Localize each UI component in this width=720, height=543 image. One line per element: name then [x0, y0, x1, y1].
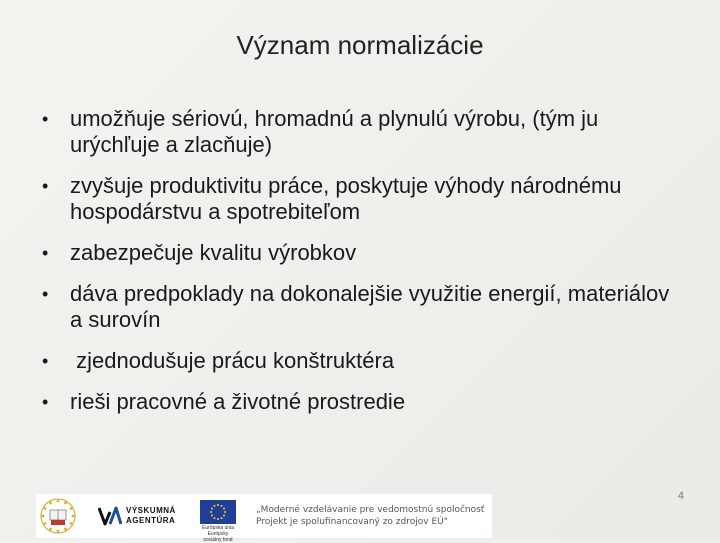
eu-caption-line: Európska únia: [202, 525, 234, 531]
agency-mark-icon: [98, 504, 122, 528]
list-item: [40, 106, 680, 158]
esf-note-line: Projekt je spolufinancovaný zo zdrojov EÚ": [256, 517, 448, 527]
research-agency-logo: [98, 502, 188, 530]
slide-title: Význam normalizácie: [236, 30, 484, 60]
agency-name-line: VÝSKUMNÁ: [126, 506, 176, 515]
page-number: 4: [677, 490, 684, 502]
bullet-icon: •: [42, 392, 49, 412]
bullet-text: zvyšuje produktivitu práce, poskytuje výhody národnému hospodárstvu a spotrebiteľom: [70, 173, 622, 224]
bullet-list: [40, 106, 680, 430]
list-item: [40, 389, 680, 415]
bullet-icon: •: [42, 243, 49, 263]
footer-logos: [36, 494, 492, 543]
esf-note-line: „Moderné vzdelávanie pre vedomostnú spoločnosť: [256, 505, 485, 515]
agency-name-line: AGENTÚRA: [126, 516, 176, 525]
bullet-text: zabezpečuje kvalitu výrobkov: [70, 240, 357, 265]
list-item: [40, 348, 680, 374]
esf-project-note: [256, 504, 486, 528]
eu-flag-icon: [200, 500, 236, 524]
bullet-text: zjednodušuje prácu konštruktéra: [70, 348, 395, 373]
bullet-icon: •: [42, 351, 49, 371]
bullet-icon: •: [42, 109, 49, 129]
list-item: [40, 240, 680, 266]
bullet-icon: •: [42, 176, 49, 196]
bullet-text: dáva predpoklady na dokonalejšie využitie energií, materiálov a surovín: [70, 281, 670, 332]
list-item: [40, 173, 680, 225]
agency-name: [126, 506, 176, 526]
eu-flag-logo: [200, 500, 236, 543]
bullet-text: umožňuje sériovú, hromadnú a plynulú výrobu, (tým ju urýchľuje a zlacňuje): [70, 106, 599, 157]
list-item: [40, 281, 680, 333]
university-seal-icon: [40, 498, 76, 534]
bullet-icon: •: [42, 284, 49, 304]
eu-caption-line: Európsky sociálny fond: [203, 531, 233, 543]
eu-caption: [200, 525, 236, 543]
bullet-text: rieši pracovné a životné prostredie: [70, 389, 406, 414]
